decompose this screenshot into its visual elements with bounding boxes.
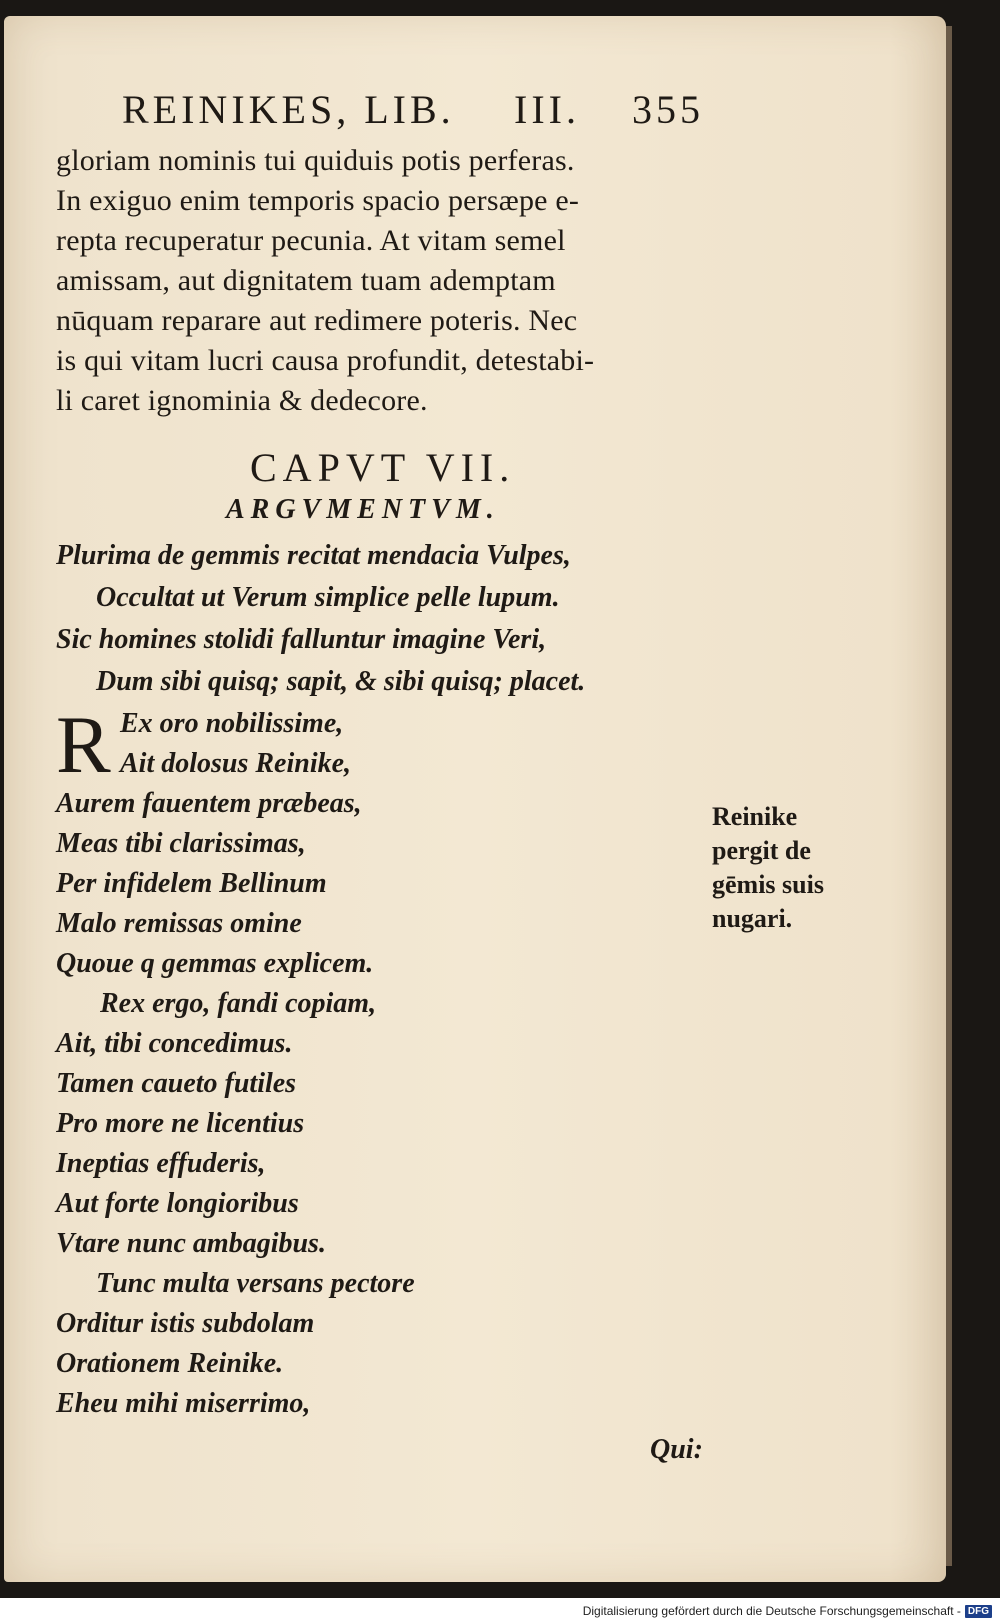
prose-line: In exiguo enim temporis spacio persæpe e- <box>56 184 580 217</box>
margin-note-line: gēmis suis <box>712 870 824 899</box>
poem-line: Ait, tibi concedimus. <box>56 1028 293 1059</box>
poem-line: Per infidelem Bellinum <box>56 868 327 899</box>
prose-line: gloriam nominis tui quiduis potis perferas. <box>56 144 575 177</box>
poem-line: Tamen caueto futiles <box>56 1068 297 1099</box>
dfg-logo-icon: DFG <box>965 1605 992 1618</box>
poem-line: Ait dolosus Reinike, <box>120 748 352 779</box>
prose-line: li caret ignominia & dedecore. <box>56 384 428 417</box>
prose-line: nūquam reparare aut redimere poteris. Nec <box>56 304 578 337</box>
poem-line: Meas tibi clarissimas, <box>56 828 306 859</box>
catchword: Qui: <box>650 1434 703 1465</box>
margin-note-line: Reinike <box>712 802 798 831</box>
poem-line: Rex ergo, fandi copiam, <box>100 988 377 1019</box>
poem-line: Ineptias effuderis, <box>56 1148 266 1179</box>
poem-line: Vtare nunc ambagibus. <box>56 1228 326 1259</box>
poem-line: Quoue q gemmas explicem. <box>56 948 374 979</box>
poem-line: Ex oro nobilissime, <box>120 708 344 739</box>
page-edge <box>946 26 952 1566</box>
argument-verse: Dum sibi quisq; sapit, & sibi quisq; placet. <box>96 666 586 697</box>
prose-line: amissam, aut dignitatem tuam ademptam <box>56 264 556 297</box>
book-number: III. <box>514 87 580 132</box>
prose-line: is qui vitam lucri causa profundit, detestabi- <box>56 344 595 377</box>
running-title: REINIKES, LIB. <box>122 87 455 132</box>
argument-verse: Sic homines stolidi falluntur imagine Veri, <box>56 624 547 655</box>
digitization-credit <box>583 1604 992 1618</box>
poem-line: Pro more ne licentius <box>56 1108 305 1139</box>
argument-verse: Occultat ut Verum simplice pelle lupum. <box>96 582 560 613</box>
prose-line: repta recuperatur pecunia. At vitam semel <box>56 224 566 257</box>
chapter-heading: CAPVT VII. <box>250 445 516 490</box>
poem-line: Aurem fauentem præbeas, <box>56 788 362 819</box>
poem-line: Aut forte longioribus <box>56 1188 299 1219</box>
credit-text: Digitalisierung gefördert durch die Deutsche Forschungsgemeinschaft - <box>582 1604 961 1618</box>
poem-line: Malo remissas omine <box>56 908 302 939</box>
drop-capital: R <box>56 699 111 790</box>
poem-line: Tunc multa versans pectore <box>96 1268 415 1299</box>
page-number: 355 <box>632 87 704 132</box>
margin-note-line: pergit de <box>712 836 811 865</box>
margin-note-line: nugari. <box>712 904 793 933</box>
poem-line: Eheu mihi miserrimo, <box>56 1388 311 1419</box>
argument-heading: ARGVMENTVM. <box>226 494 500 525</box>
book-page <box>4 16 946 1582</box>
poem-line: Orationem Reinike. <box>56 1348 284 1379</box>
poem-line: Orditur istis subdolam <box>56 1308 315 1339</box>
argument-verse: Plurima de gemmis recitat mendacia Vulpes, <box>56 540 571 571</box>
